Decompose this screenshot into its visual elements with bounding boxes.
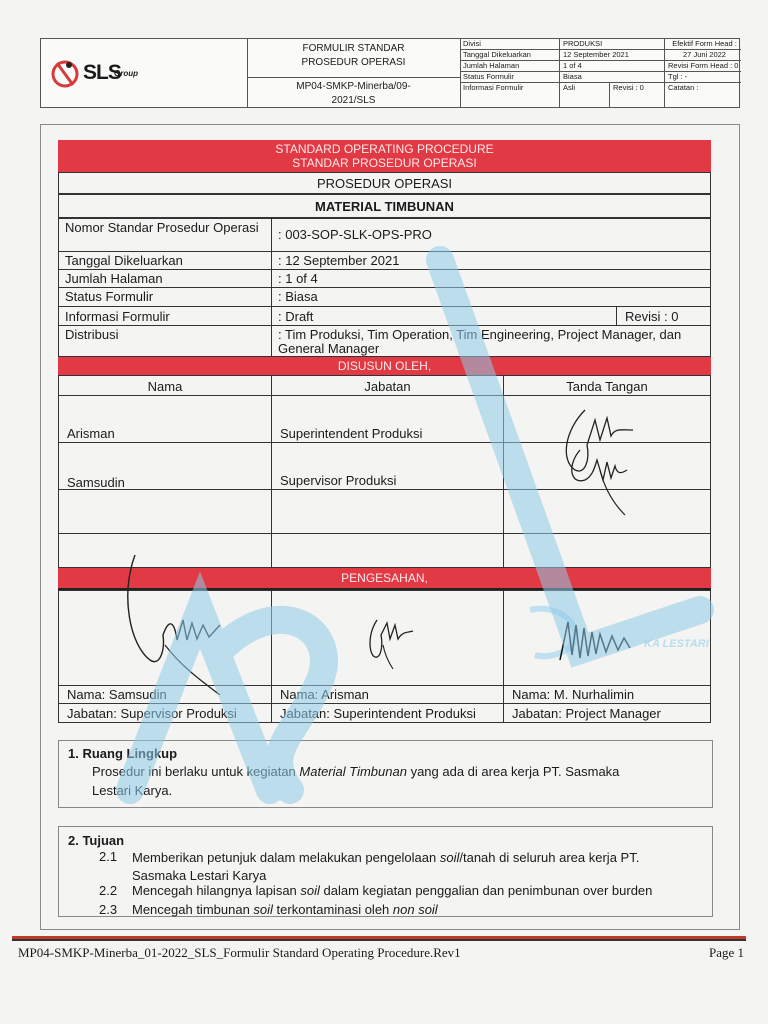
tujuan-3-b: terkontaminasi oleh bbox=[272, 902, 393, 917]
tujuan-text-3 bbox=[132, 902, 704, 917]
tgl-short: Tgl : - bbox=[665, 72, 741, 83]
section-1-title: 1. Ruang Lingkup bbox=[68, 746, 178, 761]
approval-1-jabatan: Jabatan: Supervisor Produksi bbox=[58, 703, 272, 723]
info-label: Informasi Formulir bbox=[460, 83, 560, 107]
info-revisi: Revisi : 0 bbox=[610, 83, 665, 107]
tujuan-text-1 bbox=[132, 849, 704, 885]
tujuan-num-3: 2.3 bbox=[99, 902, 118, 917]
empty-row-f bbox=[503, 533, 711, 568]
efektif-label: Efektif Form Head : bbox=[665, 39, 741, 50]
signer-1-nama: Arisman bbox=[67, 426, 115, 441]
section-1-text-c: Lestari Karya. bbox=[92, 783, 173, 798]
signature-nurhalimin-icon bbox=[520, 600, 710, 680]
col-jabatan: Jabatan bbox=[271, 375, 504, 396]
revisi-head: Revisi Form Head : 0 bbox=[665, 61, 741, 72]
section-1-text bbox=[92, 762, 702, 800]
efektif-value: 27 Juni 2022 bbox=[665, 50, 741, 61]
tujuan-2-em: soil bbox=[300, 883, 320, 898]
row-value-jumlah: : 1 of 4 bbox=[271, 269, 711, 288]
approval-1-nama: Nama: Samsudin bbox=[58, 685, 272, 704]
page-number: Page 1 bbox=[708, 945, 744, 960]
tgl-label: Tanggal Dikeluarkan bbox=[460, 50, 560, 61]
form-code-1: MP04-SMKP-Minerba/09- bbox=[296, 81, 411, 92]
disusun-banner: DISUSUN OLEH, bbox=[58, 357, 711, 375]
approval-2-nama: Nama: Arisman bbox=[271, 685, 504, 704]
company-stamp: KA LESTARI bbox=[644, 638, 709, 650]
sls-logo-icon bbox=[51, 57, 81, 89]
catatan: Catatan : bbox=[668, 83, 699, 92]
row-label-status: Status Formulir bbox=[58, 287, 272, 307]
col-tanda: Tanda Tangan bbox=[503, 375, 711, 396]
tujuan-3-em: soil bbox=[253, 902, 273, 917]
logo-group: Group bbox=[114, 69, 138, 78]
form-code-2: 2021/SLS bbox=[331, 95, 376, 106]
form-info-grid bbox=[460, 39, 741, 107]
tujuan-text-2 bbox=[132, 883, 708, 898]
tujuan-3-em2: non soil bbox=[392, 902, 438, 917]
status-label: Status Formulir bbox=[460, 72, 560, 83]
divisi-label: Divisi bbox=[460, 39, 560, 50]
sop-banner bbox=[58, 140, 711, 172]
row-value-distribusi: : Tim Produksi, Tim Operation, Tim Engineering, Project Manager, dan General Manager bbox=[271, 325, 711, 357]
row-value-nomor: : 003-SOP-SLK-OPS-PRO bbox=[271, 218, 711, 252]
tujuan-2-b: dalam kegiatan penggalian dan penimbunan over burden bbox=[319, 883, 653, 898]
signer-row-1-jab bbox=[271, 395, 504, 443]
tujuan-1-em: soil bbox=[439, 850, 460, 865]
signer-2-nama: Samsudin bbox=[67, 475, 125, 490]
tujuan-1-c: Sasmaka Lestari Karya bbox=[132, 868, 267, 883]
row-label-jumlah: Jumlah Halaman bbox=[58, 269, 272, 288]
jumlah-value: 1 of 4 bbox=[560, 61, 665, 72]
signer-row-2-jab bbox=[271, 442, 504, 490]
company-logo bbox=[41, 39, 248, 107]
signer-row-2 bbox=[58, 442, 272, 490]
form-title-2: PROSEDUR OPERASI bbox=[301, 57, 406, 68]
pengesahan-banner: PENGESAHAN, bbox=[58, 568, 711, 591]
signature-arisman-approval-icon bbox=[365, 615, 415, 670]
signature-samsudin-icon bbox=[125, 555, 235, 695]
material-title: MATERIAL TIMBUNAN bbox=[58, 194, 711, 218]
empty-row-e bbox=[271, 533, 504, 568]
section-1-text-a: Prosedur ini berlaku untuk kegiatan bbox=[92, 764, 300, 779]
tujuan-3-a: Mencegah timbunan bbox=[132, 902, 254, 917]
info-value: Asli bbox=[560, 83, 610, 107]
empty-row-a bbox=[58, 489, 272, 534]
footer-divider bbox=[12, 936, 746, 942]
approval-3-jabatan: Jabatan: Project Manager bbox=[503, 703, 711, 723]
signer-row-1 bbox=[58, 395, 272, 443]
form-title-1: FORMULIR STANDAR bbox=[302, 43, 405, 54]
section-1-text-b: yang ada di area kerja PT. Sasmaka bbox=[406, 764, 620, 779]
col-nama: Nama bbox=[58, 375, 272, 396]
tgl-value: 12 September 2021 bbox=[560, 50, 665, 61]
divisi-value: PRODUKSI bbox=[560, 39, 665, 50]
tujuan-1-b: /tanah di seluruh area kerja PT. bbox=[459, 850, 640, 865]
approval-3-nama: Nama: M. Nurhalimin bbox=[503, 685, 711, 704]
revisi-value: Revisi : 0 bbox=[616, 306, 711, 326]
tujuan-2-a: Mencegah hilangnya lapisan bbox=[132, 883, 301, 898]
row-value-tanggal: : 12 September 2021 bbox=[271, 251, 711, 270]
tujuan-num-2: 2.2 bbox=[99, 883, 118, 898]
row-label-distribusi: Distribusi bbox=[58, 325, 272, 357]
row-label-tanggal: Tanggal Dikeluarkan bbox=[58, 251, 272, 270]
section-2-title: 2. Tujuan bbox=[68, 833, 125, 848]
prosedur-title: PROSEDUR OPERASI bbox=[58, 172, 711, 194]
jumlah-label: Jumlah Halaman bbox=[460, 61, 560, 72]
approval-2-jabatan: Jabatan: Superintendent Produksi bbox=[271, 703, 504, 723]
footer-doc-name: MP04-SMKP-Minerba_01-2022_SLS_Formulir Standard Operating Procedure.Rev1 bbox=[18, 945, 461, 960]
section-ruang-lingkup bbox=[58, 740, 713, 808]
signature-arisman-icon bbox=[555, 400, 645, 520]
signer-2-jabatan: Supervisor Produksi bbox=[280, 473, 397, 488]
tujuan-1-a: Memberikan petunjuk dalam melakukan pengelolaan bbox=[132, 850, 440, 865]
status-value: Biasa bbox=[560, 72, 665, 83]
sop-banner-en: STANDARD OPERATING PROCEDURE bbox=[275, 142, 494, 156]
form-title-cell bbox=[247, 39, 461, 107]
form-header bbox=[40, 38, 740, 108]
signer-1-jabatan: Superintendent Produksi bbox=[280, 426, 423, 441]
tujuan-num-1: 2.1 bbox=[99, 849, 118, 864]
row-label-nomor: Nomor Standar Prosedur Operasi bbox=[58, 218, 272, 252]
sop-banner-id: STANDAR PROSEDUR OPERASI bbox=[292, 156, 477, 170]
row-label-informasi: Informasi Formulir bbox=[58, 306, 272, 326]
row-value-status: : Biasa bbox=[271, 287, 711, 307]
logo-text: SLS bbox=[83, 61, 121, 84]
section-tujuan bbox=[58, 826, 713, 917]
empty-row-b bbox=[271, 489, 504, 534]
section-1-text-em: Material Timbunan bbox=[299, 764, 407, 779]
row-value-informasi: : Draft bbox=[271, 306, 617, 326]
